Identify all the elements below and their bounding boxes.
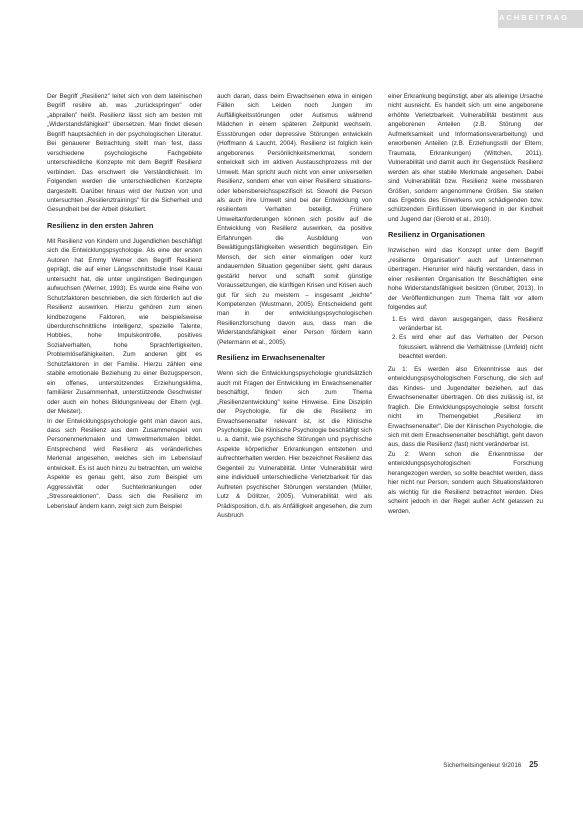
list-item: 1. Es wird davon ausgegangen, dass Resilienz veränderbar ist. [399,315,543,334]
paragraph: Zu 1: Es werden also Erkenntnisse aus der entwicklungspsychologischen Forschung, die sich auf das Kindes- und Jugendalter beziehen, auf das Erwachsenenalter übertragen. Ob dies zulässig ist, ist fraglich. Die Entwicklungspsychologie selbst forscht nicht im Themengebiet „Resilienz im Erwachsenenalter". Die der Klinischen Psychologie, die sich mit dem Erwachsenenalter beschäftigt, geht davon aus, dass die Resilienz (fast) nicht veränderbar ist. [388,365,543,449]
paragraph: einer Erkrankung begünstigt, aber als alleinige Ursache nicht ausreicht. Es handelt sich um eine angeborene erhöhte Verletzbarkeit. Vulnerabilität bestimmt aus angeborenen Anteilen (z.B. Störung der Aufmerksamkeit und Informationsverarbeitung) und erworbenen Anteilen (z.B. Erziehungsstil der Eltern, Traumata, Erkrankungen) (Wittchen, 2011). Vulnerabilität und damit auch ihr Gegenstück Resilienz werden als eher stabile Merkmale angesehen. Dabei sind Vulnerabilität bzw. Resilienz keine messbaren Größen, sondern angenommene Größen. Sie stellen das Ergebnis des Einwirkens von schädigenden bzw. schützenden Einflüssen überwiegend in der Kindheit und Jugend dar (Gerold et al., 2010). [388,93,543,223]
paragraph: Zu 2: Wenn schon die Erkenntnisse der entwicklungspsychologischen Forschung herangezogen werden, so sollte beachtet werden, dass hier nicht nur Person, sondern auch Situationsfaktoren als wichtig für die Resilienz betrachtet werden. Dies scheint jedoch in der Regel außer Acht gelassen zu werden. [388,450,543,515]
paragraph: Der Begriff „Resilienz" leitet sich von dem lateinischen Begriff resilire ab, was „zurückspringen" oder „abprallen" heißt. Resilienz lässt sich am besten mit „Widerstandsfähigkeit" übersetzen. Man findet diesen Begriff hauptsächlich in der psychologischen Literatur. Bei genauerer Betrachtung stellt man fest, dass verschiedene psychologische Fachgebiete unterschiedliche Konzepte mit dem Begriff Resilienz verbinden. Das erschwert die Verständlichkeit. Im Folgenden werden die unterschiedlichen Konzepte dargestellt. Darüber hinaus wird der Nutzen von und untersuchten „Resilienztrainings" für die Sicherheit und Gesundheit bei der Arbeit diskutiert. [47,93,202,214]
section-heading: Resilienz im Erwachsenenalter [217,353,326,363]
journal-name: Sicherheitsingenieur 9/2016 [443,762,522,769]
text-column-3 [388,92,543,516]
paragraph: Wenn sich die Entwicklungspsychologie grundsätzlich auch mit Fragen der Entwicklung im Erwachsenenalter beschäftigt, finden sich zum Thema „Resilienzentwicklung" keine Hinweise. Eine Disziplin der Psychologie, für die die Resilienz im Erwachsenenalter relevant ist, ist die Klinische Psychologie. Die Klinische Psychologie beschäftigt sich u. a. damit, wie psychische Störungen und psychische Aspekte körperlicher Erkrankungen entstehen und aufrechterhalten werden. Hier bezeichnet Resilienz das Gegenteil zu Vulnerabilität. Unter Vulnerabilität wird eine individuell unterschiedliche Verletzbarkeit für das Auftreten psychischer Störungen verstanden (Müller, Lutz & Dölitzer, 2005). Vulnerabilität wird als Prädisposition, d.h. als Anfälligkeit angesehen, die zum Ausbruch [217,370,372,520]
numbered-list [388,315,543,362]
text-column-1 [47,92,202,511]
page-footer [443,760,538,769]
section-heading: Resilienz in den ersten Jahren [47,220,154,230]
section-heading: Resilienz in Organisationen [388,230,485,240]
paragraph: In der Entwicklungspsychologie geht man davon aus, dass sich Resilienz aus dem Zusammenspiel von Personenmerkmalen und Umweltmerkmalen bildet. Entsprechend wird Resilienz als veränderliches Merkmal angesehen, welches sich im Lebenslauf entwickelt. Es ist auch hinzu zu betrachten, um welche Aspekte es genau geht, also zum Beispiel um Aggressivität oder Suchterkrankungen oder „Stressreaktionen". Dass sich die Resilienz im Lebenslauf ändern kann, zeigt sich zum Beispiel [47,417,202,510]
section-label: FACHBEITRAG [492,13,569,22]
list-item: 2. Es wird eher auf das Verhalten der Person fokussiert, während die Verhältnisse (Umfeld) nicht beachtet werden. [399,333,543,361]
page-number: 25 [529,760,538,769]
paragraph: auch daran, dass beim Erwachsenen etwa in einigen Fällen sich Leiden noch Jungen im Auffälligkeitsstörungen oder Autismus während Mädchen in einem späteren Zeitpunkt wechseln. Essstörungen oder depressive Störungen entwickeln (Hoffmann & Laucht, 2004). Resilienz ist folglich kein angeborenes Persönlichkeitsmerkmal, sondern entwickelt sich im aktiven Austauschprozess mit der Umwelt. Man spricht auch nicht von einer universellen Resilienz, sondern eher von einer Resilienz situations- oder lebensbereichsspezifisch ist. Sowohl die Person als auch ihre Umwelt sind bei der Entwicklung von resilientem Verhalten beteiligt. Frühere Umweltanforderungen können sich positiv auf die Entwicklung von Resilienz auswirken, da positive Erfahrungen die Ausbildung von Bewältigungsfähigkeiten wesentlich begünstigen. Ein Mensch, der sich einer einmaligen oder kurz andauernden Situation gegenüber sieht, geht daraus gestärkt hervor und schafft somit günstige Voraussetzungen, die künftigen Krisen und Krisen auch gut für sich zu meistern – insgesamt „leichte" Kompetenzen (Wustmann, 2005). Entscheidend geht man in der entwicklungspsychologischen Resilienzforschung davon aus, dass man die Widerstandsfähigkeit einer Person fördern kann (Petermann et al., 2005). [217,93,372,346]
paragraph: Mit Resilienz von Kindern und Jugendlichen beschäftigt sich die Entwicklungspsychologie. Als eine der ersten Autoren hat Emmy Werner den Begriff Resilienz geprägt, die auf einer Längsschnittstudie Insel Kauai untersucht hat, die unter ungünstigen Bedingungen aufwuchsen (Werner, 1993). Es wurde eine Reihe von Schutzfaktoren beschrieben, die sich förderlich auf die Resilienz auswirken. Hierzu gehören zum einen kindbezogene Faktoren, wie beispielsweise überdurchschnittliche Intelligenz, spezielle Talente, Hobbies, hohe Impulskontrolle, positives Sozialverhalten, hohe Sprachfertigkeiten, Problemlösefähigkeiten. Zum anderen gibt es Schutzfaktoren in der Familie. Hierzu zählen eine stabile emotionale Beziehung zu einer Bezugsperson, ein offenes, unterstützendes Erziehungsklima, familiärer Zusammenhalt, unterstützende Geschwister oder auch ein hohes Bildungsniveau der Eltern (vgl. der Meister). [47,237,202,416]
text-column-2 [217,92,372,520]
section-header-bar [492,10,583,28]
paragraph: Inzwischen wird das Konzept unter dem Begriff „resiliente Organisation" auch auf Unternehmen übertragen. Hierunter wird häufig verstanden, dass in einer resilienten Organisation Ihr Beschäftigten eine hohe Widerstandsfähigkeit besitzen (Gruber, 2013). In der Veröffentlichungen zum Thema fällt vor allem folgendes auf: [388,247,543,312]
